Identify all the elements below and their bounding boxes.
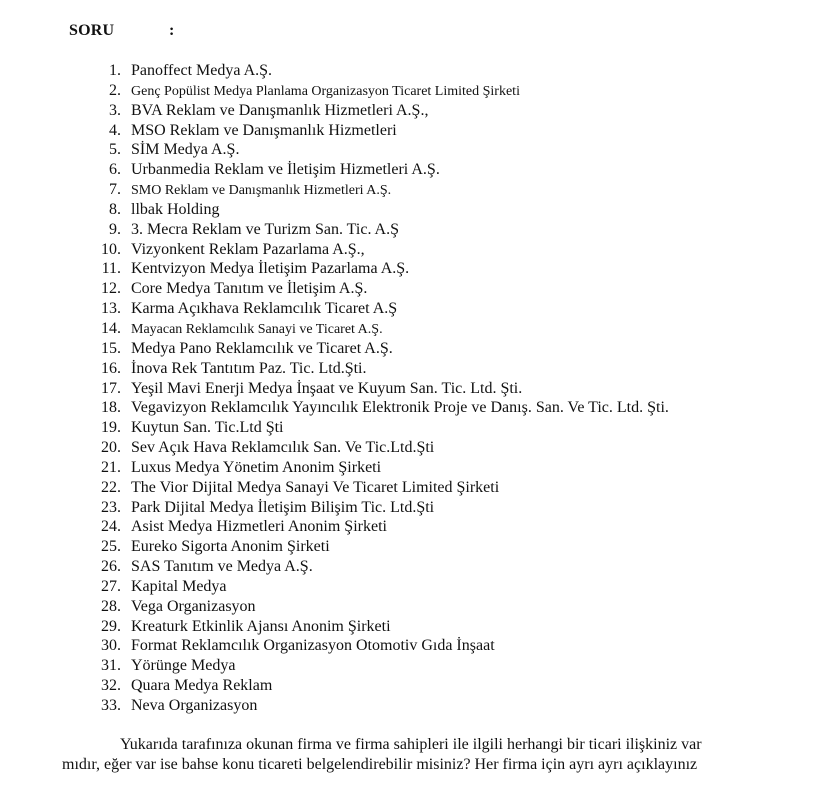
list-item-number: 33. xyxy=(101,697,121,714)
list-item-text: Neva Organizasyon xyxy=(131,697,258,714)
list-item-text: SAS Tanıtım ve Medya A.Ş. xyxy=(131,558,313,576)
list-item xyxy=(76,320,669,340)
list-item-text: Core Medya Tanıtım ve İletişim A.Ş. xyxy=(131,280,368,298)
list-item-text: Vega Organizasyon xyxy=(131,597,256,615)
list-item xyxy=(76,479,669,499)
list-item-text: BVA Reklam ve Danışmanlık Hizmetleri A.Ş., xyxy=(131,101,429,119)
list-item-number: 24. xyxy=(101,518,121,536)
list-item-text: SMO Reklam ve Danışmanlık Hizmetleri A.Ş. xyxy=(131,183,392,199)
list-item-number: 14. xyxy=(101,319,121,337)
list-item-text: Park Dijital Medya İletişim Bilişim Tic. Ltd.Şti xyxy=(131,498,435,516)
question-heading xyxy=(69,22,175,40)
list-item xyxy=(76,677,669,697)
list-item-number: 7. xyxy=(109,181,121,199)
list-item-text: Vegavizyon Reklamcılık Yayıncılık Elektronik Proje ve Danış. San. Ve Tic. Ltd. Şti. xyxy=(131,399,669,417)
list-item xyxy=(76,161,669,181)
list-item-number: 13. xyxy=(101,300,121,318)
list-item-number: 18. xyxy=(101,399,121,417)
list-item-number: 32. xyxy=(101,677,121,695)
list-item xyxy=(76,399,669,419)
list-item xyxy=(76,697,669,717)
list-item-number: 5. xyxy=(109,141,121,159)
list-item xyxy=(76,360,669,380)
list-item xyxy=(76,280,669,300)
list-item-text: Urbanmedia Reklam ve İletişim Hizmetleri A.Ş. xyxy=(131,161,440,179)
list-item-text: Format Reklamcılık Organizasyon Otomotiv Gıda İnşaat xyxy=(131,637,495,655)
list-item-number: 12. xyxy=(101,280,121,298)
list-item-number: 11. xyxy=(101,260,121,278)
list-item-text: Asist Medya Hizmetleri Anonim Şirketi xyxy=(131,518,387,536)
list-item xyxy=(76,419,669,439)
list-item-number: 9. xyxy=(109,220,121,238)
list-item-text: Quara Medya Reklam xyxy=(131,677,273,695)
list-item-text: Yörünge Medya xyxy=(131,657,236,675)
list-item-number: 29. xyxy=(101,617,121,635)
list-item xyxy=(76,141,669,161)
list-item-number: 25. xyxy=(101,538,121,556)
question-line-1: Yukarıda tarafınıza okunan firma ve firma sahipleri ile ilgili herhangi bir ticari ilişkiniz var xyxy=(120,736,702,753)
list-item xyxy=(76,618,669,638)
list-item-number: 6. xyxy=(109,161,121,179)
list-item-text: Yeşil Mavi Enerji Medya İnşaat ve Kuyum San. Tic. Ltd. Şti. xyxy=(131,379,523,397)
list-item-number: 26. xyxy=(101,558,121,576)
list-item-number: 10. xyxy=(101,240,121,258)
list-item-number: 20. xyxy=(101,439,121,457)
list-item-number: 15. xyxy=(101,339,121,357)
question-line-2: mıdır, eğer var ise bahse konu ticareti belgelendirebilir misiniz? Her firma için ayrı ayrı açıklayınız xyxy=(62,756,698,773)
list-item-text: SİM Medya A.Ş. xyxy=(131,141,240,159)
heading-colon: : xyxy=(169,22,175,39)
list-item xyxy=(76,499,669,519)
list-item-text: llbak Holding xyxy=(131,200,220,218)
list-item-text: Kuytun San. Tic.Ltd Şti xyxy=(131,419,284,437)
list-item xyxy=(76,439,669,459)
list-item-number: 2. xyxy=(109,81,121,99)
list-item-number: 8. xyxy=(109,200,121,218)
list-item xyxy=(76,201,669,221)
list-item-text: Mayacan Reklamcılık Sanayi ve Ticaret A.Ş. xyxy=(131,321,383,337)
list-item-text: The Vior Dijital Medya Sanayi Ve Ticaret Limited Şirketi xyxy=(131,478,500,496)
list-item-text: Vizyonkent Reklam Pazarlama A.Ş., xyxy=(131,240,365,258)
list-item-text: Karma Açıkhava Reklamcılık Ticaret A.Ş xyxy=(131,300,398,318)
list-item xyxy=(76,598,669,618)
list-item-number: 30. xyxy=(101,637,121,655)
list-item xyxy=(76,518,669,538)
list-item-number: 27. xyxy=(101,577,121,595)
heading-label: SORU xyxy=(69,22,115,39)
company-list xyxy=(76,62,669,717)
list-item-number: 22. xyxy=(101,478,121,496)
list-item-text: MSO Reklam ve Danışmanlık Hizmetleri xyxy=(131,121,397,139)
list-item xyxy=(76,181,669,201)
list-item xyxy=(76,122,669,142)
list-item xyxy=(76,380,669,400)
list-item xyxy=(76,260,669,280)
list-item xyxy=(76,241,669,261)
list-item-text: Luxus Medya Yönetim Anonim Şirketi xyxy=(131,458,382,476)
list-item-text: Panoffect Medya A.Ş. xyxy=(131,62,273,79)
list-item-number: 31. xyxy=(101,657,121,675)
list-item-number: 3. xyxy=(109,101,121,119)
list-item-text: Kreaturk Etkinlik Ajansı Anonim Şirketi xyxy=(131,617,391,635)
list-item-number: 21. xyxy=(101,458,121,476)
list-item xyxy=(76,538,669,558)
list-item-number: 16. xyxy=(101,359,121,377)
list-item-text: 3. Mecra Reklam ve Turizm San. Tic. A.Ş xyxy=(131,220,400,238)
list-item-number: 23. xyxy=(101,498,121,516)
list-item-text: Kapital Medya xyxy=(131,577,227,595)
list-item-text: Kentvizyon Medya İletişim Pazarlama A.Ş. xyxy=(131,260,410,278)
list-item-text: Genç Popülist Medya Planlama Organizasyon Ticaret Limited Şirketi xyxy=(131,83,520,99)
list-item xyxy=(76,62,669,82)
list-item xyxy=(76,82,669,102)
list-item-text: Eureko Sigorta Anonim Şirketi xyxy=(131,538,330,556)
list-item-number: 28. xyxy=(101,597,121,615)
list-item-number: 1. xyxy=(109,62,121,79)
list-item xyxy=(76,637,669,657)
list-item-number: 19. xyxy=(101,419,121,437)
list-item-text: Sev Açık Hava Reklamcılık San. Ve Tic.Ltd.Şti xyxy=(131,439,435,457)
list-item xyxy=(76,102,669,122)
list-item-text: İnova Rek Tantıtım Paz. Tic. Ltd.Şti. xyxy=(131,359,367,377)
list-item xyxy=(76,300,669,320)
list-item xyxy=(76,657,669,677)
list-item-number: 4. xyxy=(109,121,121,139)
list-item xyxy=(76,578,669,598)
list-item xyxy=(76,459,669,479)
list-item-number: 17. xyxy=(101,379,121,397)
list-item xyxy=(76,221,669,241)
question-paragraph xyxy=(62,735,762,775)
list-item xyxy=(76,558,669,578)
list-item-text: Medya Pano Reklamcılık ve Ticaret A.Ş. xyxy=(131,339,393,357)
list-item xyxy=(76,340,669,360)
